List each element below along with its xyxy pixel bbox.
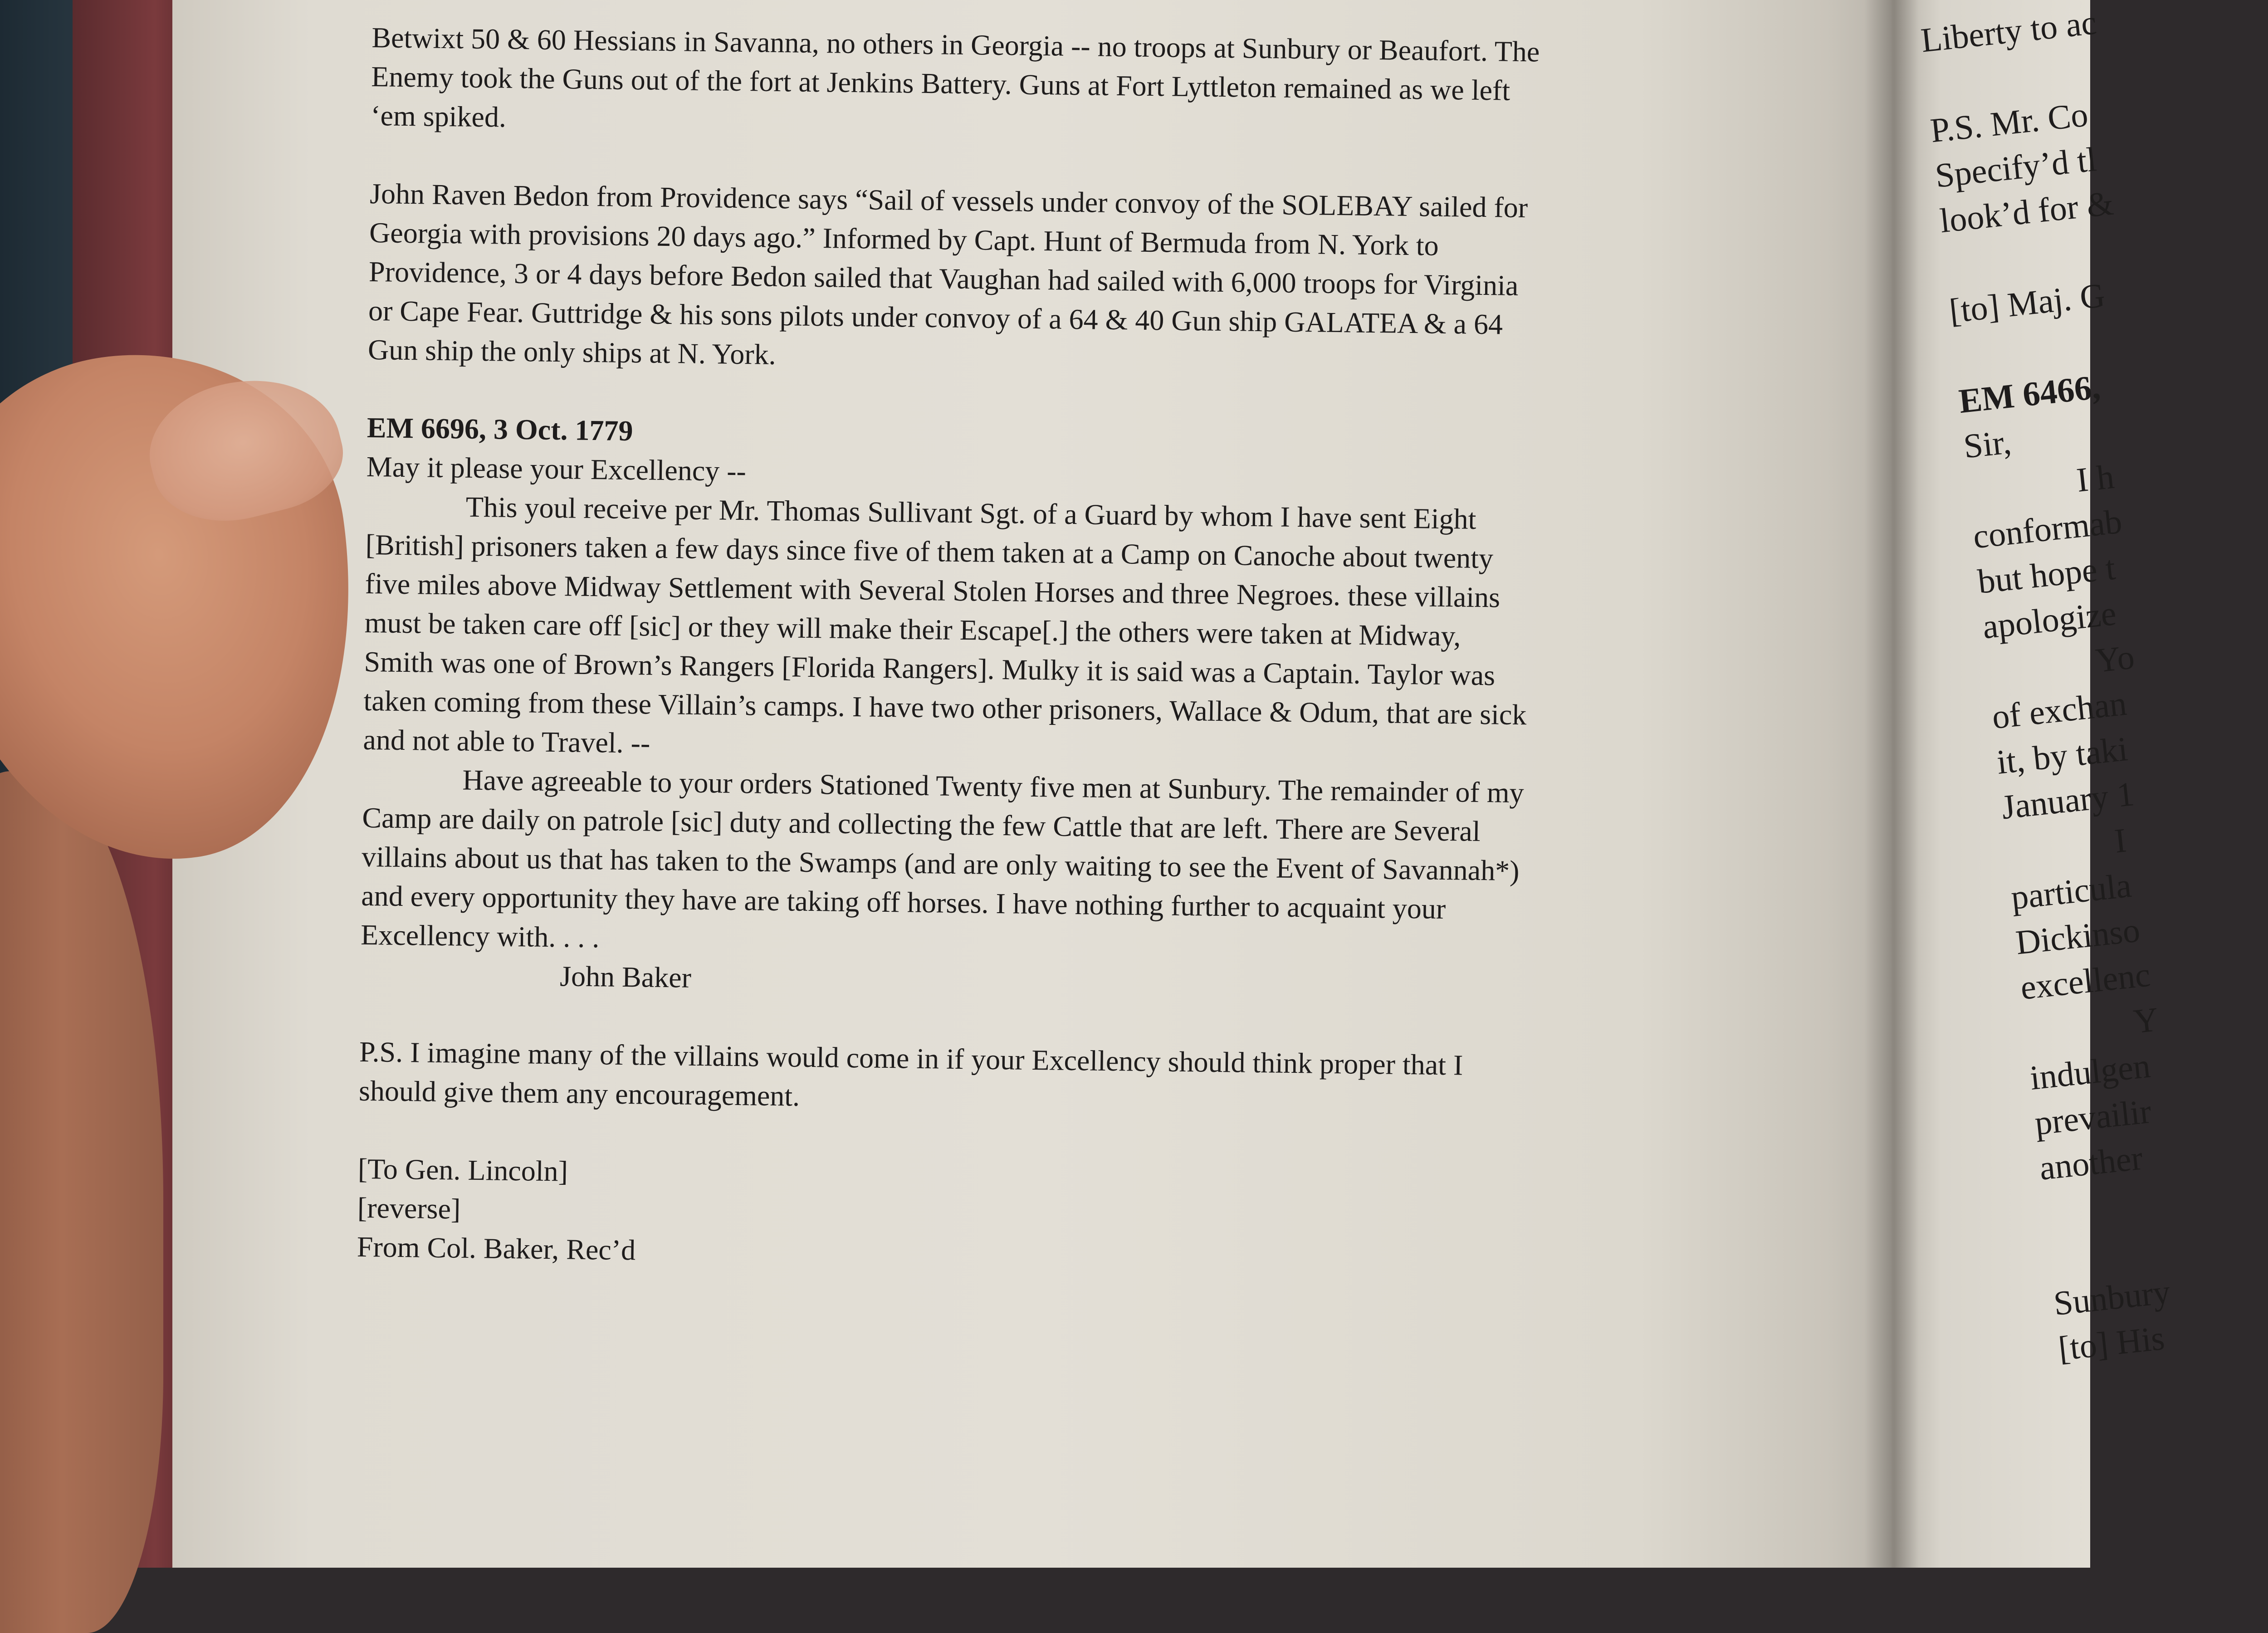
letter-heading: EM 6696, 3 Oct. 1779 <box>367 411 633 447</box>
text-line: Sunbury <box>2052 1272 2172 1323</box>
text-line: of exchan <box>1990 684 2129 737</box>
text-line: Liberty to ac <box>1919 3 2098 60</box>
text-line: John Raven Bedon from Providence says “Sail of vessels under convoy of the SOLEBAY sailed for <box>369 177 1528 224</box>
text-line: or Cape Fear. Guttridge & his sons pilots under convoy of a 64 & 40 Gun ship GALATEA & a 64 <box>368 294 1503 341</box>
right-page <box>1892 0 2172 1568</box>
text-line: Georgia with provisions 20 days ago.” Informed by Capt. Hunt of Bermuda from N. York to <box>369 216 1439 262</box>
address-note: From Col. Baker, Rec’d <box>357 1230 636 1266</box>
text-line: look’d for & <box>1938 184 2116 240</box>
text-line: but hope t <box>1976 548 2117 601</box>
text-line: Betwixt 50 & 60 Hessians in Savanna, no others in Georgia -- no troops at Sunbury or Beaufort. The <box>371 21 1540 68</box>
postscript: P.S. I imagine many of the villains would come in if your Excellency should think proper that I <box>359 1035 1463 1081</box>
text-line: particula <box>2009 866 2133 917</box>
left-page-text <box>357 18 1760 1283</box>
text-line: Sir, <box>1961 423 2013 466</box>
text-line: Dickinso <box>2014 911 2142 962</box>
text-line: must be taken care off [sic] or they will make their Escape[.] the others were taken at Midway, <box>364 606 1461 652</box>
text-line: Camp are daily on patrole [sic] duty and collecting the few Cattle that are left. There are Several <box>362 801 1481 847</box>
text-line: Have agreeable to your orders Stationed Twenty five men at Sunbury. The remainder of my <box>462 763 1525 809</box>
text-line: I <box>2112 821 2128 861</box>
text-line: excellenc <box>2019 955 2152 1007</box>
text-line: P.S. Mr. Co <box>1928 95 2090 150</box>
text-line: it, by taki <box>1995 729 2130 782</box>
text-line: January 1 <box>1999 774 2136 827</box>
address-note: [To Gen. Lincoln] <box>357 1152 568 1188</box>
text-line: taken coming from these Villain’s camps. I have two other prisoners, Wallace & Odum, that are sick <box>363 684 1527 731</box>
text-line: prevailir <box>2033 1092 2153 1143</box>
text-line: This youl receive per Mr. Thomas Sullivant Sgt. of a Guard by whom I have sent Eight <box>465 490 1476 535</box>
text-line: apologize <box>1980 594 2118 646</box>
text-line: Specify’d tl <box>1933 140 2098 195</box>
text-line: conformab <box>1971 502 2124 556</box>
text-line: [British] prisoners taken a few days since five of them taken at a Camp on Canoche about twenty <box>365 528 1494 575</box>
text-line: another <box>2038 1139 2145 1188</box>
address-note: [reverse] <box>357 1191 461 1225</box>
text-line: Enemy took the Guns out of the fort at Jenkins Battery. Guns at Fort Lyttleton remained as we left <box>371 60 1510 107</box>
salutation: May it please your Excellency -- <box>366 450 747 488</box>
text-line: Yo <box>2093 638 2136 680</box>
text-line: Smith was one of Brown’s Rangers [Florida Rangers]. Mulky it is said was a Captain. Taylor was <box>364 645 1496 692</box>
text-line: and every opportunity they have are taking off horses. I have nothing further to acquaint your <box>361 879 1446 925</box>
text-line: and not able to Travel. -- <box>363 723 650 759</box>
text-line: Excellency with. . . . <box>360 918 600 954</box>
text-line: [to] Maj. G <box>1947 276 2107 331</box>
text-line: indulgen <box>2028 1046 2152 1097</box>
text-line: villains about us that has taken to the Swamps (and are only waiting to see the Event of Savannah*) <box>361 840 1520 887</box>
text-line: [to] His <box>2056 1319 2166 1368</box>
text-line: ‘em spiked. <box>370 99 507 133</box>
signature: John Baker <box>559 960 692 994</box>
book-gutter <box>1864 0 1919 1568</box>
text-line: Y <box>2131 1000 2160 1041</box>
text-line: Providence, 3 or 4 days before Bedon sailed that Vaughan had sailed with 6,000 troops for Virginia <box>368 255 1519 302</box>
postscript: should give them any encouragement. <box>358 1074 800 1112</box>
text-line: I h <box>2075 457 2116 499</box>
text-line: five miles above Midway Settlement with Several Stolen Horses and three Negroes. these villains <box>365 567 1501 614</box>
text-line: Gun ship the only ships at N. York. <box>367 333 777 371</box>
right-page-text <box>1919 0 2268 1372</box>
text-line: EM 6466, <box>1957 367 2102 421</box>
